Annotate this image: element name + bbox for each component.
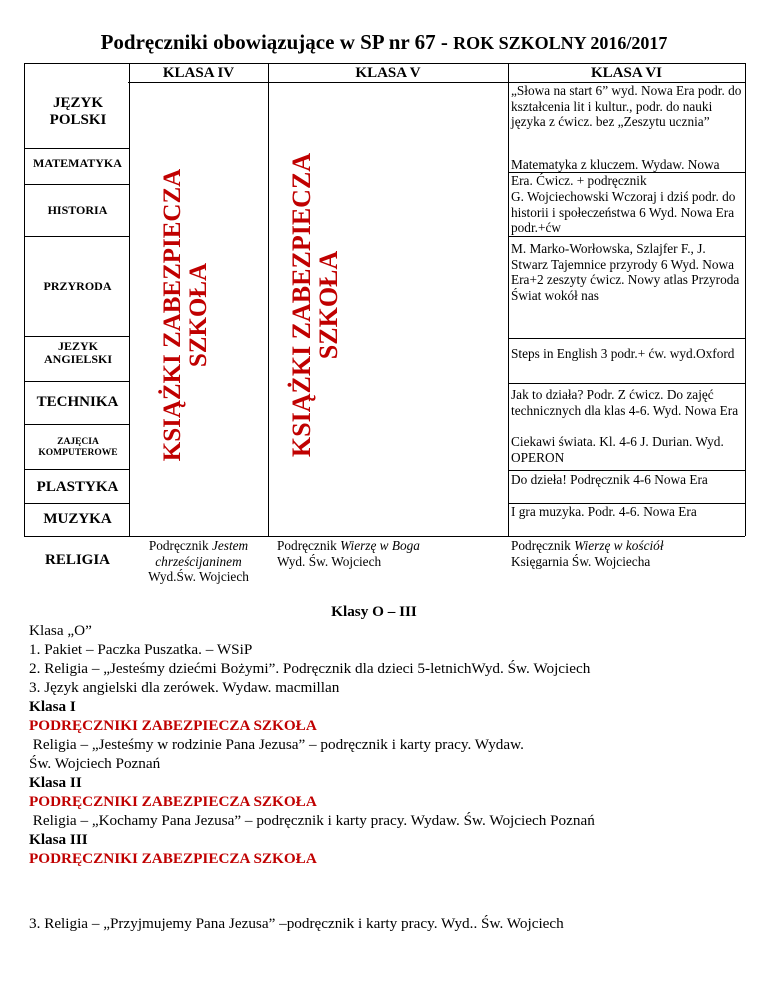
klasa-o-heading: Klasa „O” <box>29 622 92 639</box>
header-klasa-iv: KLASA IV <box>162 65 235 81</box>
row-divider <box>24 536 745 537</box>
list-item: Św. Wojciech Poznań <box>29 755 161 772</box>
header-klasa-v: KLASA V <box>355 65 421 81</box>
vi-historia: G. Wojciechowski Wczoraj i dziś podr. do historii i społeczeństwa 6 Wyd. Nowa Era podr.+ćw <box>511 189 736 236</box>
row-divider <box>24 424 130 425</box>
row-divider <box>24 236 130 237</box>
vi-muzyka: I gra muzyka. Podr. 4-6. Nowa Era <box>511 504 697 519</box>
table-border-right <box>745 63 746 536</box>
column-divider <box>268 63 269 536</box>
title-main: Podręczniki obowiązujące w SP nr 67 - <box>100 30 454 54</box>
subject-matematyka: MATEMATYKA <box>33 156 122 170</box>
klasa-2-school-provides: PODRĘCZNIKI ZABEZPIECZA SZKOŁA <box>29 793 317 810</box>
row-divider <box>24 503 130 504</box>
vi-plastyka: Do dzieła! Podręcznik 4-6 Nowa Era <box>511 472 708 487</box>
religia-v <box>277 538 505 569</box>
subject-angielski: JEZYK ANGIELSKI <box>43 339 113 367</box>
klasy-0-3-section <box>29 602 759 933</box>
row-divider <box>24 184 130 185</box>
klasa-3-school-provides: PODRĘCZNIKI ZABEZPIECZA SZKOŁA <box>29 850 317 867</box>
vi-polski: „Słowa na start 6” wyd. Nowa Era podr. do kształcenia lit i kultur., podr. do nauki języka z ćwicz. bez „Zeszytu ucznia” <box>511 83 742 130</box>
religia-v-title: Wierzę w Boga <box>340 538 420 553</box>
subject-polski: JĘZYK POLSKI <box>49 95 107 128</box>
subject-plastyka: PLASTYKA <box>36 479 119 495</box>
subject-religia: RELIGIA <box>44 552 111 568</box>
klasa-1-school-provides: PODRĘCZNIKI ZABEZPIECZA SZKOŁA <box>29 717 317 734</box>
subject-muzyka: MUZYKA <box>43 511 112 527</box>
religia-vi-title: Wierzę w kościół <box>574 538 664 553</box>
religia-iv-title: Jestem chrześcijaninem <box>155 538 249 569</box>
row-divider <box>24 381 130 382</box>
vi-technika: Jak to działa? Podr. Z ćwicz. Do zajęć technicznych dla klas 4-6. Wyd. Nowa Era <box>511 387 739 418</box>
religia-vi <box>511 538 743 569</box>
subject-historia: HISTORIA <box>47 203 108 217</box>
religia-iv-prefix: Podręcznik <box>148 538 212 553</box>
religia-vi-publisher: Księgarnia Św. Wojciecha <box>511 553 651 569</box>
list-item: 2. Religia – „Jesteśmy dziećmi Bożymi”. Podręcznik dla dzieci 5-letnichWyd. Św. Wojciech <box>29 660 591 677</box>
vi-angielski: Steps in English 3 podr.+ ćw. wyd.Oxford <box>511 346 735 361</box>
vertical-line-1: KSIĄŻKI ZABEZPIECZA <box>287 152 316 458</box>
religia-v-prefix: Podręcznik <box>277 538 341 553</box>
religia-v-publisher: Wyd. Św. Wojciech <box>277 553 382 569</box>
column-divider <box>129 63 130 536</box>
vi-przyroda: M. Marko-Worłowska, Szlajfer F., J. Stwarz Tajemnice przyrody 6 Wyd. Nowa Era+2 zeszyty ćwicz. Nowy atlas Przyroda Świat wokół nas <box>511 241 740 303</box>
vertical-line-1: KSIĄŻKI ZABEZPIECZA <box>159 168 186 462</box>
vi-matematyka: Matematyka z kluczem. Wydaw. Nowa Era. Ćwicz. + podręcznik <box>511 157 720 188</box>
subject-komputerowe: ZAJĘCIA KOMPUTEROWE <box>38 437 118 458</box>
row-divider <box>508 383 745 384</box>
row-divider <box>508 338 745 339</box>
spacer <box>29 868 759 914</box>
row-divider <box>508 470 745 471</box>
religia-vi-prefix: Podręcznik <box>511 538 575 553</box>
section-heading: Klasy O – III <box>331 603 417 620</box>
subject-przyroda: PRZYRODA <box>43 279 112 293</box>
list-item: Religia – „Kochamy Pana Jezusa” – podręcznik i karty pracy. Wydaw. Św. Wojciech Poznań <box>29 812 595 829</box>
row-divider <box>24 148 130 149</box>
row-divider <box>24 336 130 337</box>
klasa-1-heading: Klasa I <box>29 698 76 715</box>
klasa-iv-school-provides <box>160 125 230 505</box>
vi-komputerowe: Ciekawi świata. Kl. 4-6 J. Durian. Wyd. OPERON <box>511 434 724 465</box>
title-year: ROK SZKOLNY 2016/2017 <box>453 33 668 53</box>
list-item: 3. Religia – „Przyjmujemy Pana Jezusa” –podręcznik i karty pracy. Wyd.. Św. Wojciech <box>29 915 564 932</box>
table-border-top <box>24 63 745 64</box>
religia-iv-publisher: Wyd.Św. Wojciech <box>148 569 249 585</box>
vertical-line-2: SZKOŁA <box>185 262 213 368</box>
row-divider <box>508 236 745 237</box>
header-klasa-vi: KLASA VI <box>590 65 662 81</box>
religia-iv <box>131 538 266 585</box>
list-item: 3. Język angielski dla zerówek. Wydaw. macmillan <box>29 679 340 696</box>
klasa-2-heading: Klasa II <box>29 774 82 791</box>
row-divider <box>24 469 130 470</box>
column-divider <box>508 63 509 536</box>
list-item: 1. Pakiet – Paczka Puszatka. – WSiP <box>29 641 253 658</box>
vertical-line-2: SZKOŁA <box>314 250 344 360</box>
klasa-v-school-provides <box>288 105 358 505</box>
table-border-left <box>24 63 25 536</box>
subject-technika: TECHNIKA <box>36 394 119 410</box>
klasa-3-heading: Klasa III <box>29 831 88 848</box>
list-item: Religia – „Jesteśmy w rodzinie Pana Jezusa” – podręcznik i karty pracy. Wydaw. <box>29 736 524 753</box>
